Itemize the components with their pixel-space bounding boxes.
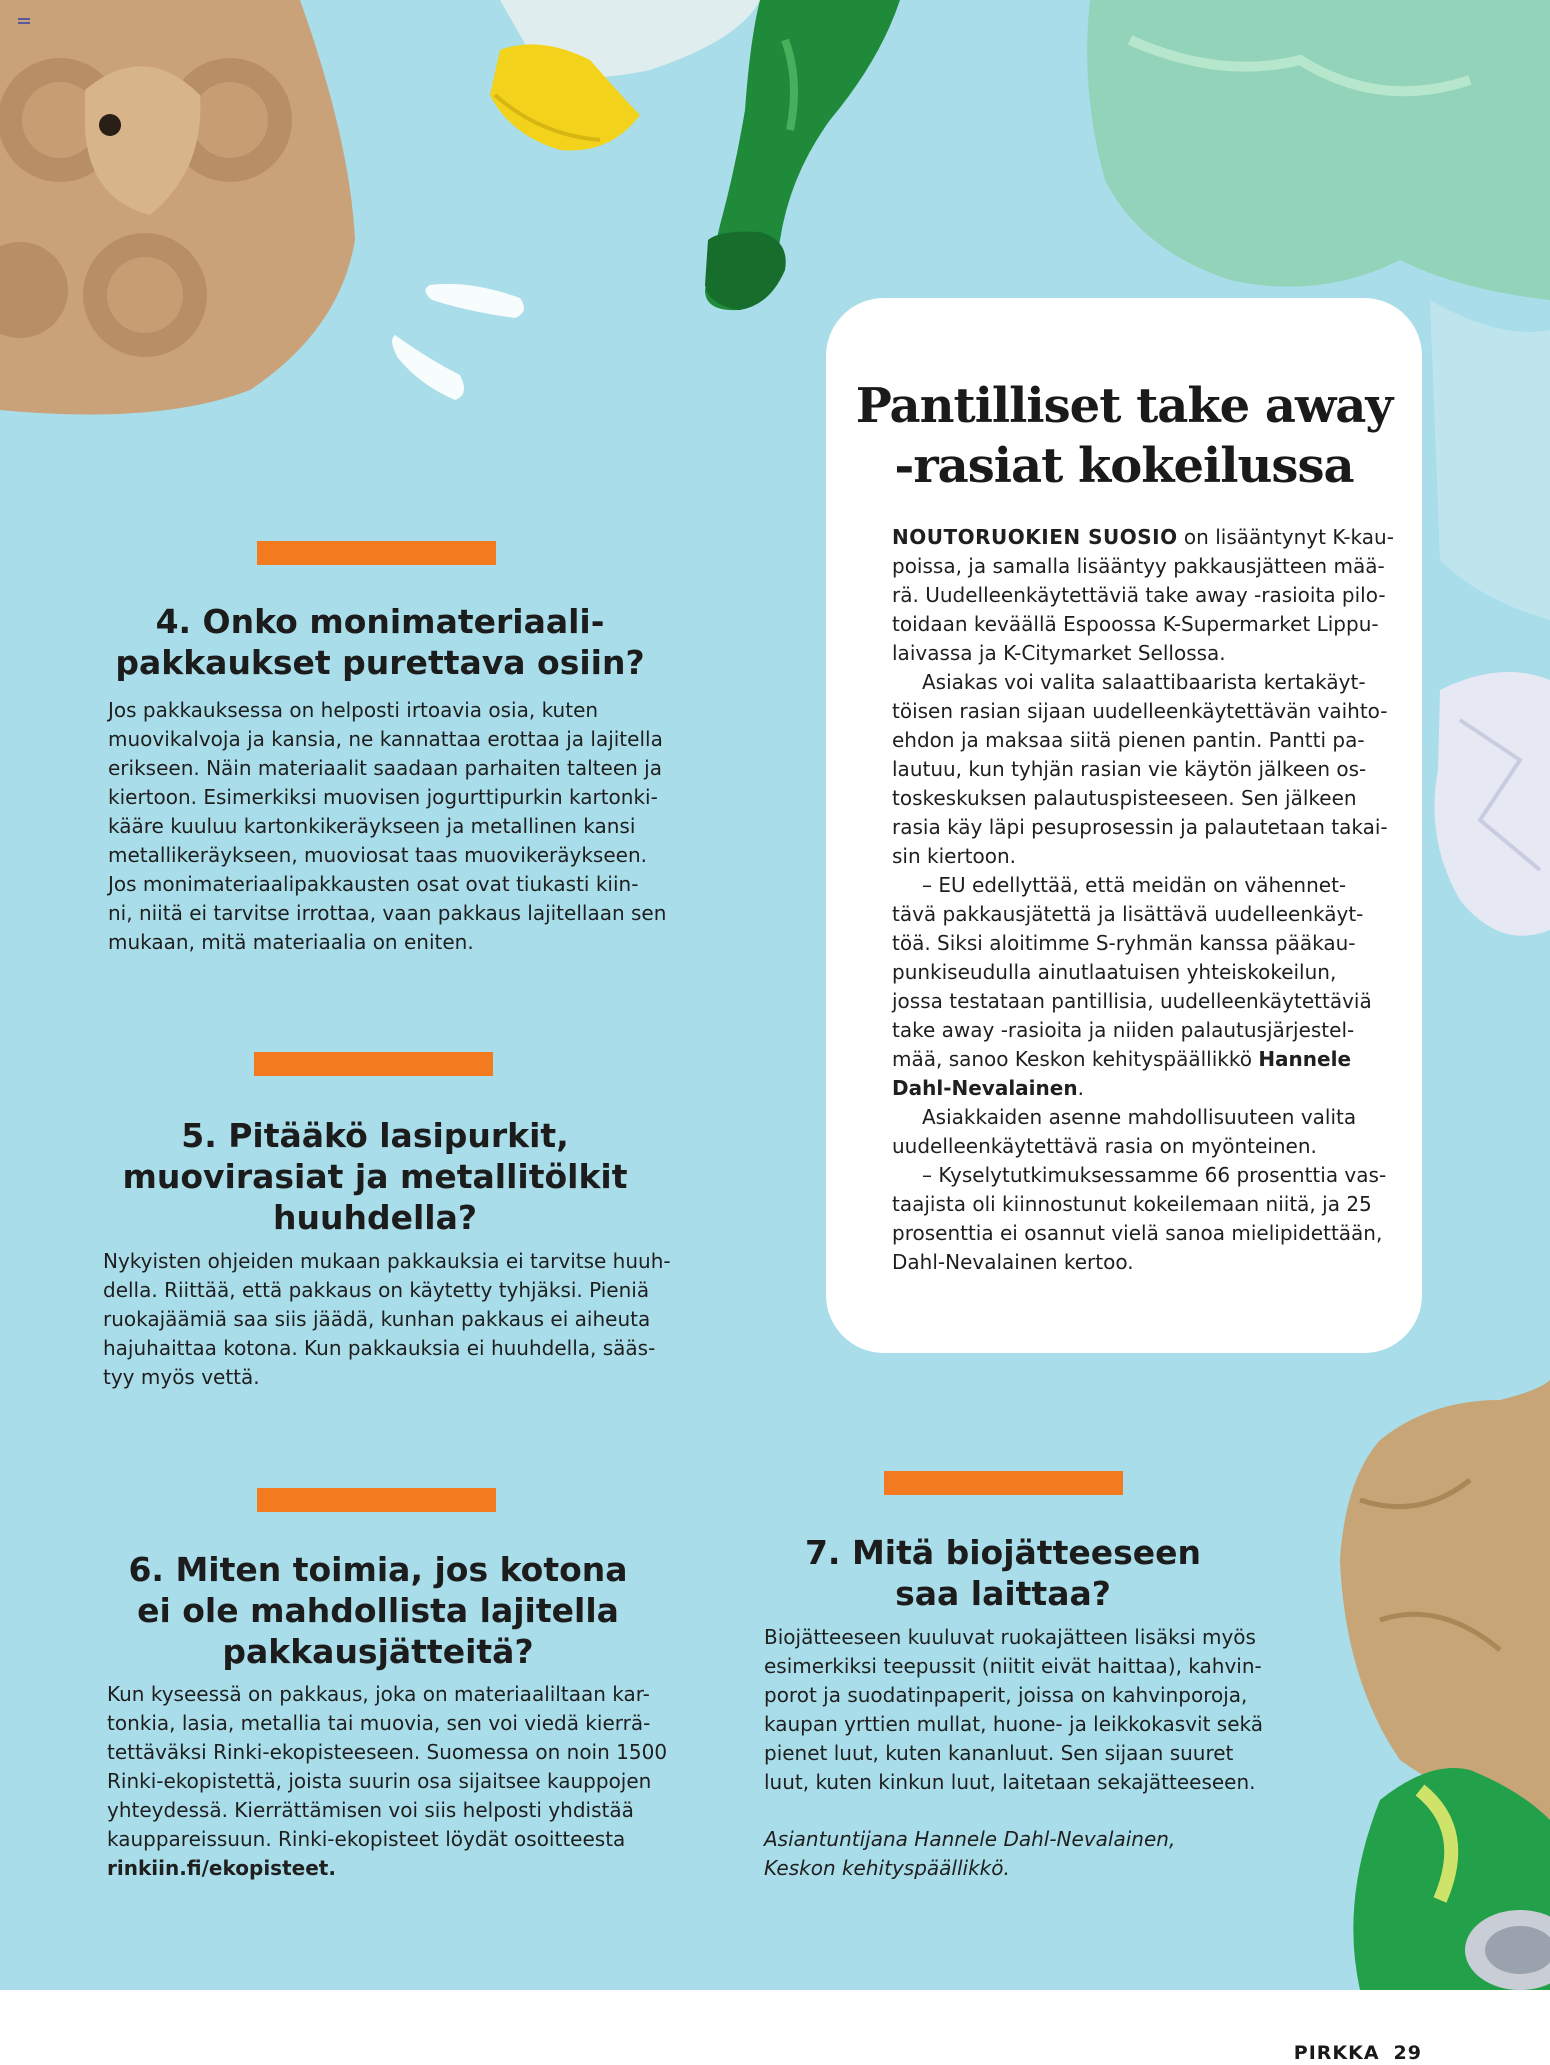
text-line: Dahl-Nevalainen kertoo. — [892, 1250, 1134, 1274]
info-box-title — [826, 376, 1422, 496]
heading-line: 4. Onko monimateriaali- — [155, 602, 605, 641]
text-line: Asiakkaiden asenne mahdollisuuteen valita — [922, 1105, 1357, 1129]
question-7-body — [764, 1623, 1263, 1797]
accent-bar — [884, 1471, 1123, 1495]
question-6-heading — [58, 1549, 698, 1672]
text-line: Asiakas voi valita salaattibaarista kertakäyt- — [922, 670, 1366, 694]
heading-line: 5. Pitääkö lasipurkit, — [181, 1116, 569, 1155]
heading-line: saa laittaa? — [895, 1574, 1111, 1613]
lead-rest: on lisääntynyt K-kau- — [1177, 525, 1394, 549]
brown-paper-bag — [1340, 1380, 1550, 1820]
crumpled-paper — [1434, 672, 1550, 936]
heading-line: 6. Miten toimia, jos kotona — [128, 1550, 628, 1589]
text-line: poissa, ja samalla lisääntyy pakkausjätteen mää- — [892, 554, 1385, 578]
heading-line: huuhdella? — [272, 1198, 477, 1237]
heading-line: muovirasiat ja metallitölkit — [122, 1157, 628, 1196]
ekopisteet-link[interactable]: rinkiin.fi/ekopisteet — [107, 1856, 329, 1880]
heading-line: 7. Mitä biojätteeseen — [804, 1533, 1202, 1572]
crushed-can — [1353, 1768, 1550, 1990]
text-line: sin kiertoon. — [892, 844, 1017, 868]
text-line: taajista oli kiinnostunut kokeilemaan niitä, ja 25 — [892, 1192, 1372, 1216]
question-4-heading — [60, 601, 700, 683]
text-line: ehdon ja maksaa siitä pienen pantin. Pantti pa- — [892, 728, 1365, 752]
question-4-body — [108, 696, 666, 957]
text-line: Keskon kehityspäällikkö. — [764, 1856, 1010, 1880]
text-line: Jos pakkauksessa on helposti irtoavia osia, kuten — [108, 698, 599, 722]
text-line: esimerkiksi teepussit (niitit eivät haittaa), kahvin- — [764, 1654, 1262, 1678]
text-line: jossa testataan pantillisia, uudelleenkäytettäviä — [892, 989, 1372, 1013]
magazine-name: PIRKKA — [1293, 2042, 1380, 2064]
text-line: uudelleenkäytettävä rasia on myönteinen. — [892, 1134, 1317, 1158]
text-line: – Kyselytutkimuksessamme 66 prosenttia vas- — [922, 1163, 1387, 1187]
text-line: kauppareissuun. Rinki-ekopisteet löydät osoitteesta — [107, 1827, 626, 1851]
accent-bar — [254, 1052, 493, 1076]
text-line: kääre kuuluu kartonkikeräykseen ja metallinen kansi — [108, 814, 636, 838]
expert-credit — [764, 1825, 1175, 1883]
text-line: – EU edellyttää, että meidän on vähennet- — [922, 873, 1347, 897]
heading-line: pakkaukset purettava osiin? — [115, 643, 645, 682]
text-line: hajuhaittaa kotona. Kun pakkauksia ei huuhdella, sääs- — [103, 1336, 656, 1360]
text-line: tävä pakkausjätettä ja lisättävä uudelleenkäyt- — [892, 902, 1364, 926]
text-line: tyy myös vettä. — [103, 1365, 260, 1389]
text-line — [107, 1854, 667, 1883]
text-line: toidaan keväällä Espoossa K-Supermarket Lippu- — [892, 612, 1379, 636]
text-line: Biojätteeseen kuuluvat ruokajätteen lisäksi myös — [764, 1625, 1256, 1649]
text-line: mukaan, mitä materiaalia on eniten. — [108, 930, 474, 954]
person-name: Dahl-Nevalainen — [892, 1076, 1078, 1100]
text-line: toskeskuksen palautuspisteeseen. Sen jälkeen — [892, 786, 1357, 810]
text-line: Nykyisten ohjeiden mukaan pakkauksia ei tarvitse huuh- — [103, 1249, 671, 1273]
white-drop — [392, 335, 464, 400]
menu-icon[interactable] — [18, 18, 30, 28]
text-line: pienet luut, kuten kananluut. Sen sijaan suuret — [764, 1741, 1234, 1765]
heading-line: ei ole mahdollista lajitella — [137, 1591, 619, 1630]
text-line: take away -rasioita ja niiden palautusjärjestel- — [892, 1018, 1355, 1042]
page-number: 29 — [1393, 2042, 1422, 2064]
text-line: lautuu, kun tyhjän rasian vie käytön jälkeen os- — [892, 757, 1367, 781]
text-line: della. Riittää, että pakkaus on käytetty tyhjäksi. Pieniä — [103, 1278, 650, 1302]
accent-bar — [257, 541, 496, 565]
plastic-bottle — [490, 0, 760, 151]
text-line: yhteydessä. Kierrättämisen voi siis helposti yhdistää — [107, 1798, 634, 1822]
clear-plastic-film — [1430, 300, 1550, 620]
lead-line — [892, 523, 1394, 552]
white-drop — [425, 284, 524, 318]
page-footer — [1294, 2042, 1422, 2064]
title-line: Pantilliset take away — [855, 378, 1393, 434]
text-line: punkiseudulla ainutlaatuisen yhteiskokeilun, — [892, 960, 1337, 984]
text-line — [892, 1074, 1394, 1103]
accent-bar — [257, 1488, 496, 1512]
text-segment: mää, sanoo Keskon kehityspäällikkö — [892, 1047, 1259, 1071]
text-line: Asiantuntijana Hannele Dahl-Nevalainen, — [764, 1827, 1176, 1851]
text-line: laivassa ja K-Citymarket Sellossa. — [892, 641, 1226, 665]
text-line: prosenttia ei osannut vielä sanoa mielipidettään, — [892, 1221, 1383, 1245]
text-line: ruokajäämiä saa siis jäädä, kunhan pakkaus ei aiheuta — [103, 1307, 651, 1331]
question-5-body — [103, 1247, 671, 1392]
punctuation: . — [1077, 1076, 1084, 1100]
egg-carton — [0, 0, 355, 415]
question-7-heading — [683, 1532, 1323, 1614]
punctuation: . — [328, 1856, 336, 1880]
heading-line: pakkausjätteitä? — [222, 1632, 534, 1671]
text-line: töisen rasian sijaan uudelleenkäytettävän vaihto- — [892, 699, 1388, 723]
green-plastic-bag — [1087, 0, 1550, 300]
text-line: porot ja suodatinpaperit, joissa on kahvinporoja, — [764, 1683, 1248, 1707]
text-line: kaupan yrttien mullat, huone- ja leikkokasvit sekä — [764, 1712, 1263, 1736]
text-line: rasia käy läpi pesuprosessin ja palautetaan takai- — [892, 815, 1388, 839]
text-line: töä. Siksi aloitimme S-ryhmän kanssa pääkau- — [892, 931, 1356, 955]
text-line — [892, 1045, 1394, 1074]
text-line: Rinki-ekopistettä, joista suurin osa sijaitsee kauppojen — [107, 1769, 652, 1793]
text-line: Kun kyseessä on pakkaus, joka on materiaaliltaan kar- — [107, 1682, 650, 1706]
info-box-body — [892, 523, 1394, 1277]
question-5-heading — [55, 1115, 695, 1238]
title-line: -rasiat kokeilussa — [894, 438, 1354, 494]
lead-caps: NOUTORUOKIEN SUOSIO — [892, 525, 1178, 549]
text-line: Jos monimateriaalipakkausten osat ovat tiukasti kiin- — [108, 872, 639, 896]
text-line: muovikalvoja ja kansia, ne kannattaa erottaa ja lajitella — [108, 727, 663, 751]
text-line: luut, kuten kinkun luut, laitetaan sekajätteeseen. — [764, 1770, 1256, 1794]
text-line: tettäväksi Rinki-ekopisteeseen. Suomessa on noin 1500 — [107, 1740, 668, 1764]
text-line: kiertoon. Esimerkiksi muovisen jogurttipurkin kartonki- — [108, 785, 658, 809]
person-name: Hannele — [1258, 1047, 1352, 1071]
text-line: rä. Uudelleenkäytettäviä take away -rasioita pilo- — [892, 583, 1386, 607]
text-line: tonkia, lasia, metallia tai muovia, sen voi viedä kierrä- — [107, 1711, 651, 1735]
green-glass-bottle — [705, 0, 900, 310]
text-line: erikseen. Näin materiaalit saadaan parhaiten talteen ja — [108, 756, 662, 780]
text-line: ni, niitä ei tarvitse irrottaa, vaan pakkaus lajitellaan sen — [108, 901, 667, 925]
text-line: metallikeräykseen, muoviosat taas muovikeräykseen. — [108, 843, 647, 867]
question-6-body — [107, 1680, 667, 1883]
